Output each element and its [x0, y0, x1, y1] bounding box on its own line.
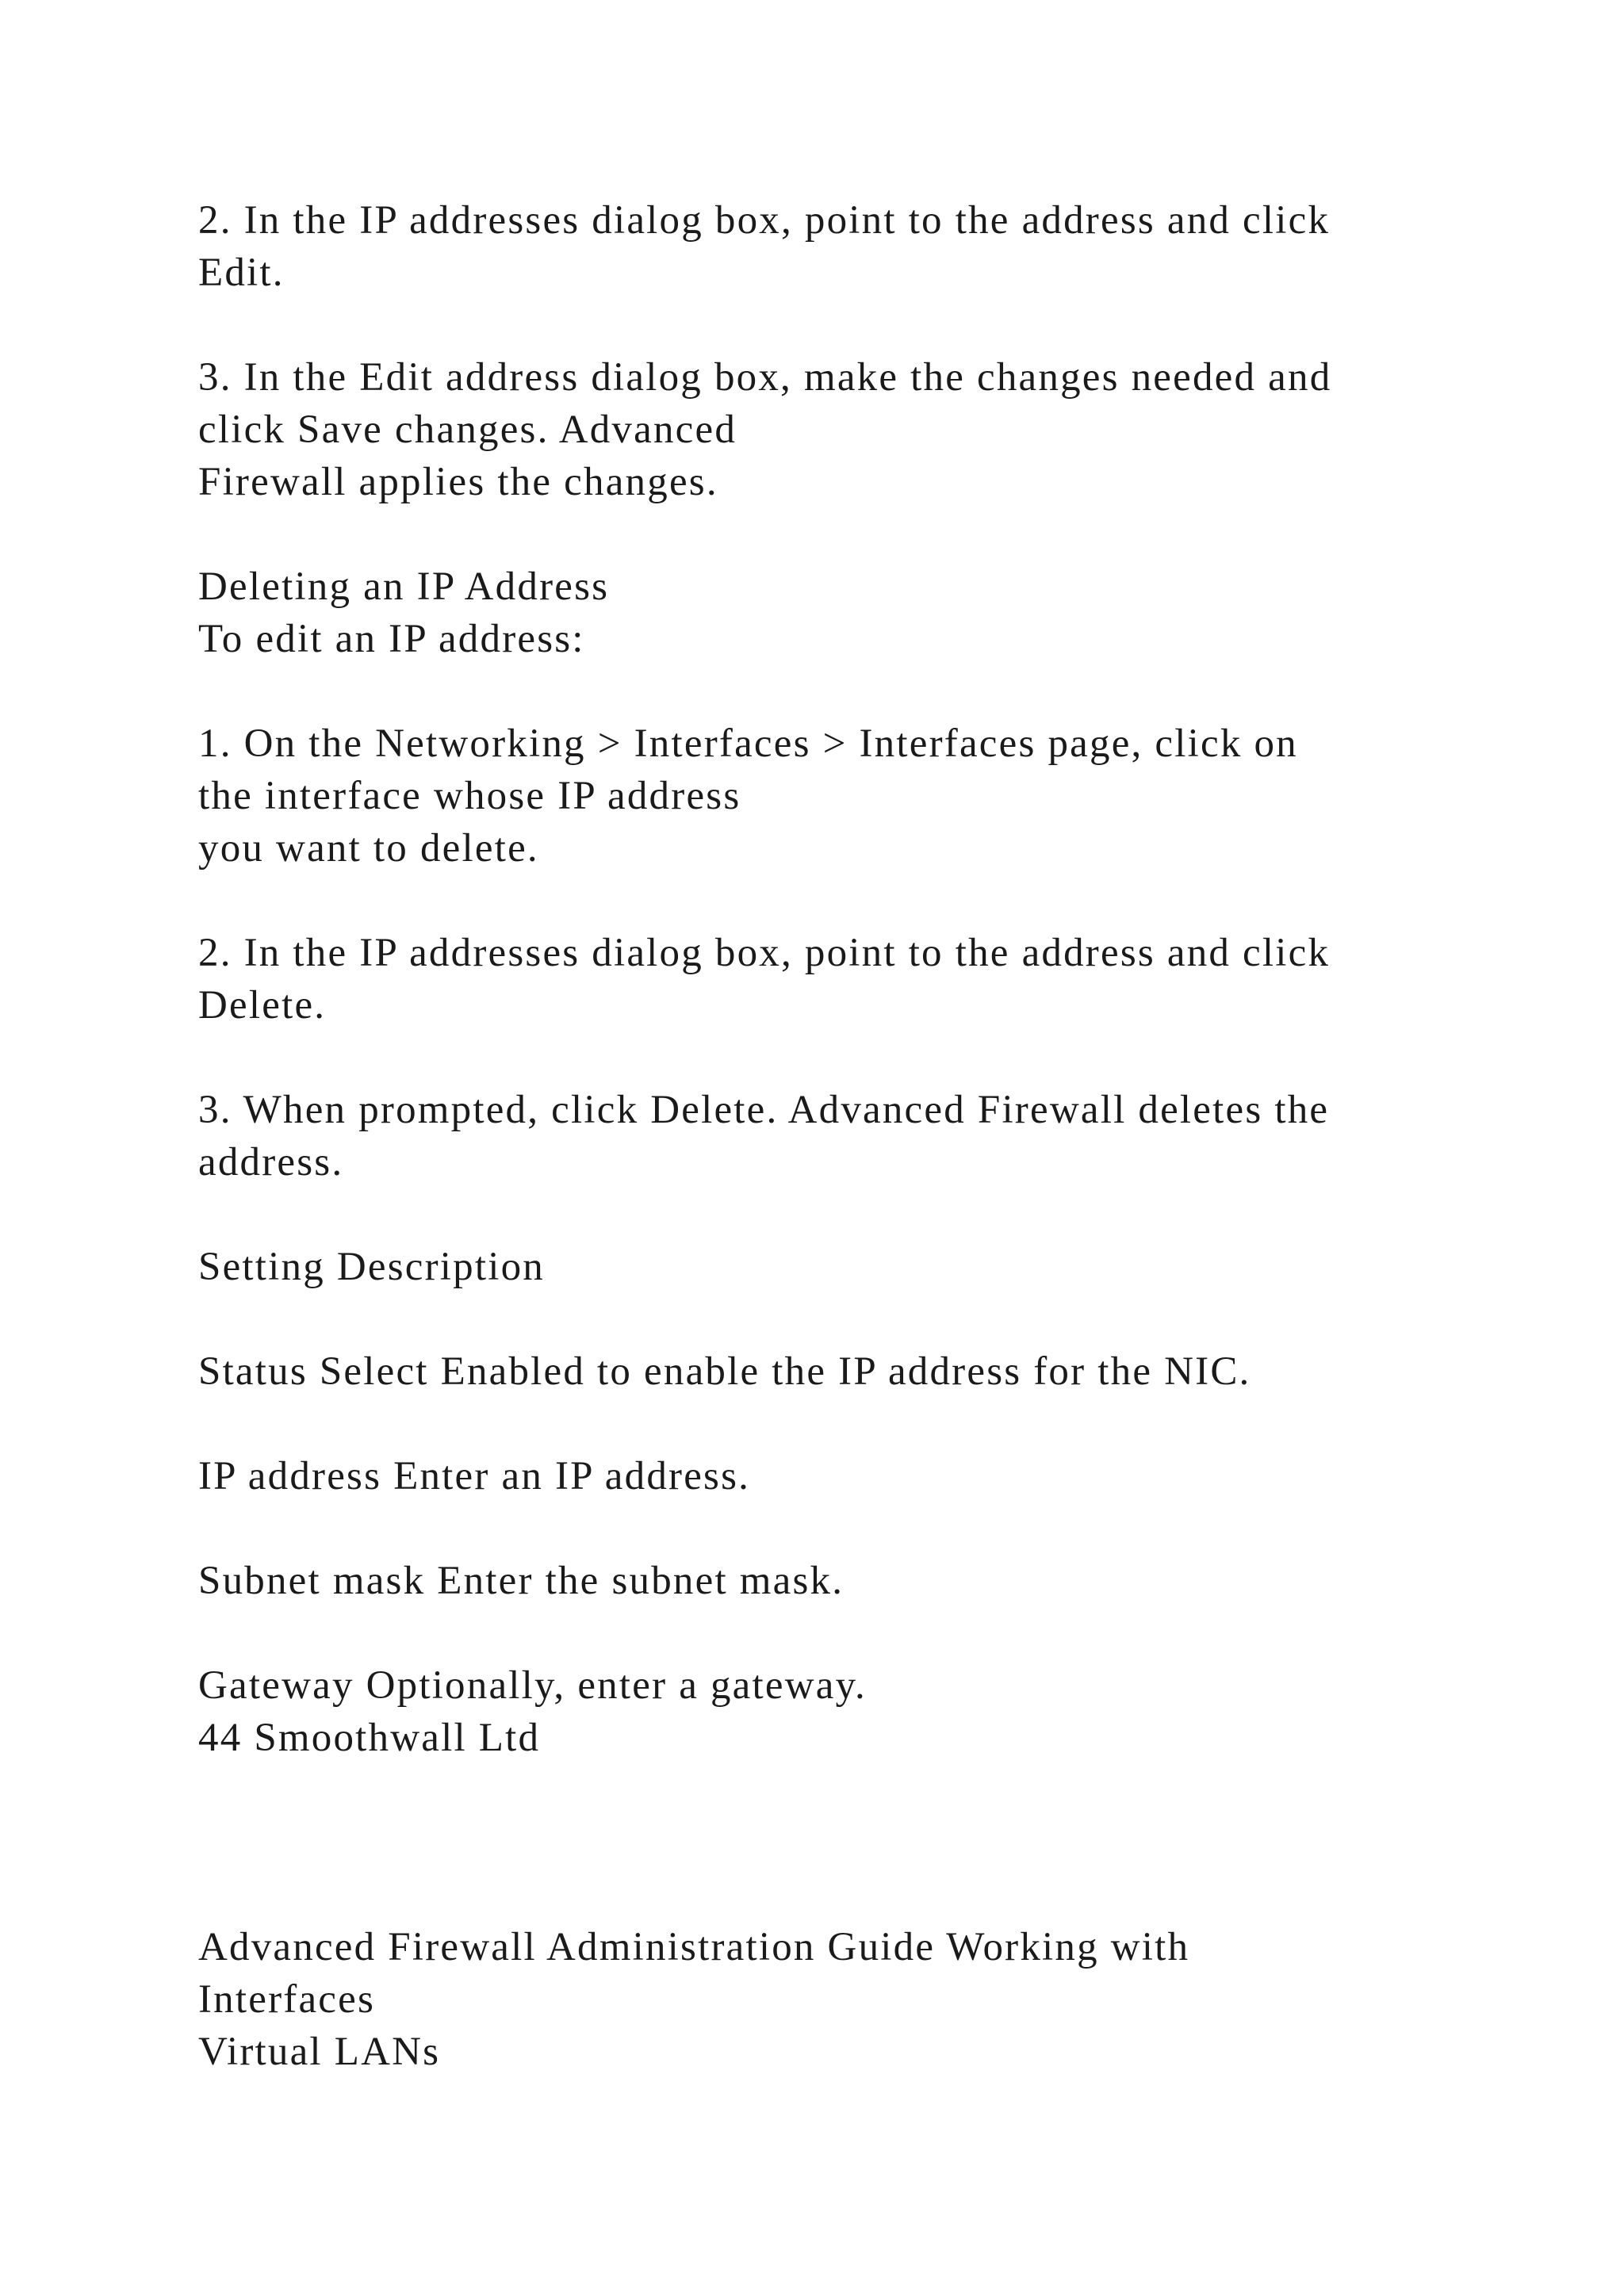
step-1-delete-line-1: 1. On the Networking > Interfaces > Interfaces page, click on: [198, 721, 1298, 766]
step-3-edit-line-1: 3. In the Edit address dialog box, make the changes needed and: [198, 355, 1332, 400]
step-1-delete-line-3: you want to delete.: [198, 826, 539, 871]
section-heading-deleting-ip: Deleting an IP Address: [198, 564, 610, 609]
section-intro-line: To edit an IP address:: [198, 617, 585, 661]
settings-table-header: Setting Description: [198, 1245, 546, 1289]
step-3-edit-line-3: Firewall applies the changes.: [198, 460, 718, 504]
step-3-delete-line-2: address.: [198, 1140, 344, 1184]
setting-row-subnet-mask: Subnet mask Enter the subnet mask.: [198, 1559, 845, 1603]
step-2-edit-line-1: 2. In the IP addresses dialog box, point to the address and click: [198, 198, 1331, 243]
section-heading-virtual-lans: Virtual LANs: [198, 2030, 441, 2074]
setting-row-gateway: Gateway Optionally, enter a gateway.: [198, 1663, 867, 1708]
step-1-delete-line-2: the interface whose IP address: [198, 774, 741, 818]
step-3-delete-line-1: 3. When prompted, click Delete. Advanced Firewall deletes the: [198, 1088, 1330, 1132]
page-header-line-1: Advanced Firewall Administration Guide Working with: [198, 1925, 1190, 1969]
setting-row-ip-address: IP address Enter an IP address.: [198, 1454, 751, 1498]
step-2-delete-line-1: 2. In the IP addresses dialog box, point to the address and click: [198, 931, 1331, 975]
step-3-edit-line-2: click Save changes. Advanced: [198, 408, 737, 452]
page-footer: 44 Smoothwall Ltd: [198, 1716, 541, 1760]
page-header-line-2: Interfaces: [198, 1977, 376, 2022]
step-2-edit-line-2: Edit.: [198, 251, 285, 295]
setting-row-status: Status Select Enabled to enable the IP address for the NIC.: [198, 1349, 1251, 1394]
step-2-delete-line-2: Delete.: [198, 983, 327, 1027]
